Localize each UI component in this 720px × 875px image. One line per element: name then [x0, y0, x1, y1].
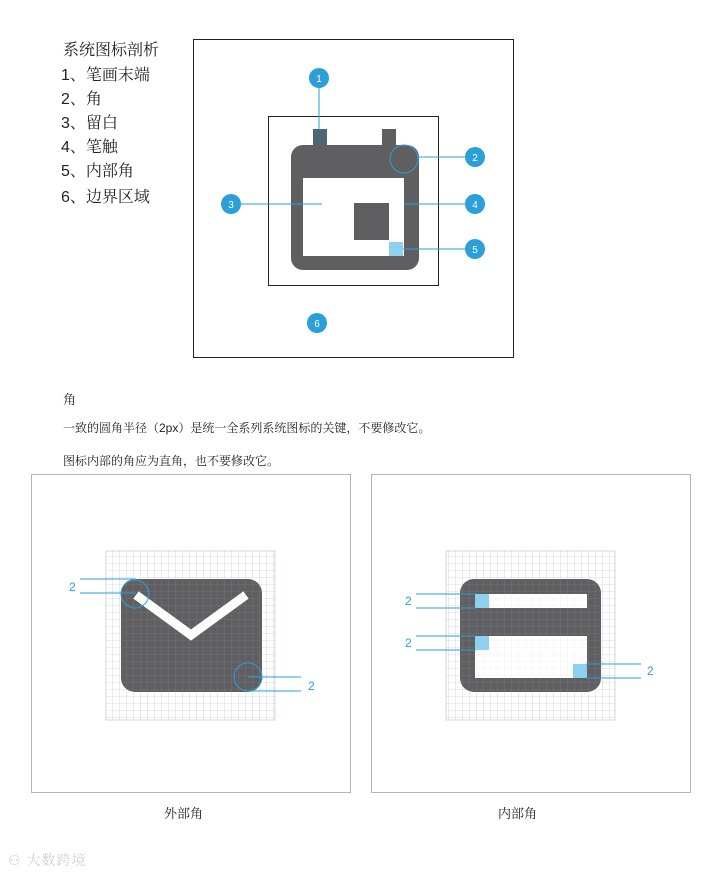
radius-label: 2: [405, 636, 412, 650]
anatomy-item: 4、笔触: [61, 139, 118, 156]
radius-label: 2: [647, 664, 654, 678]
anatomy-item: 3、留白: [61, 115, 118, 132]
inner-corner-panel: [372, 475, 691, 793]
marker-3: [221, 194, 241, 214]
inner-corner-caption: 内部角: [498, 806, 538, 821]
inner-corner-highlight: [475, 594, 489, 608]
inner-corner-highlight: [389, 242, 403, 256]
section-heading: 角: [63, 392, 77, 407]
anatomy-title: 系统图标剖析: [63, 42, 160, 59]
marker-2: [465, 147, 485, 167]
anatomy-diagram: [0, 0, 720, 380]
outer-corner-caption: 外部角: [164, 806, 204, 821]
calendar-date-block: [354, 203, 389, 240]
calendar-ring-right: [382, 129, 396, 147]
radius-label: 2: [308, 679, 315, 693]
outer-corner-panel: [32, 475, 351, 793]
watermark-text: 大数跨境: [26, 852, 87, 868]
svg-text:6: 6: [314, 319, 320, 330]
svg-text:4: 4: [472, 200, 478, 211]
inner-corner-paragraph: 图标内部的角应为直角，也不要修改它。: [63, 454, 280, 468]
stroke-end-highlight: [313, 129, 327, 144]
watermark: [8, 850, 86, 870]
anatomy-item: 2、角: [61, 91, 102, 108]
svg-text:3: 3: [228, 200, 234, 211]
corner-radius-paragraph: 一致的圆角半径（2px）是统一全系列系统图标的关键，不要修改它。: [63, 421, 431, 435]
marker-4: [465, 194, 485, 214]
anatomy-item: 5、内部角: [61, 163, 134, 180]
inner-corner-highlight: [475, 636, 489, 650]
anatomy-item: 1、笔画末端: [61, 67, 150, 84]
radius-label: 2: [69, 580, 76, 594]
calendar-icon: [291, 129, 419, 270]
marker-1: [309, 68, 329, 88]
corner-panels: [0, 465, 720, 805]
marker-5: [465, 239, 485, 259]
marker-6: [307, 313, 327, 333]
svg-text:1: 1: [316, 74, 322, 85]
svg-text:5: 5: [472, 245, 478, 256]
watermark-logo-icon: ⚇: [8, 852, 22, 868]
inner-corner-highlight: [573, 664, 587, 678]
radius-label: 2: [405, 594, 412, 608]
anatomy-item: 6、边界区域: [61, 189, 150, 206]
svg-text:2: 2: [472, 153, 478, 164]
